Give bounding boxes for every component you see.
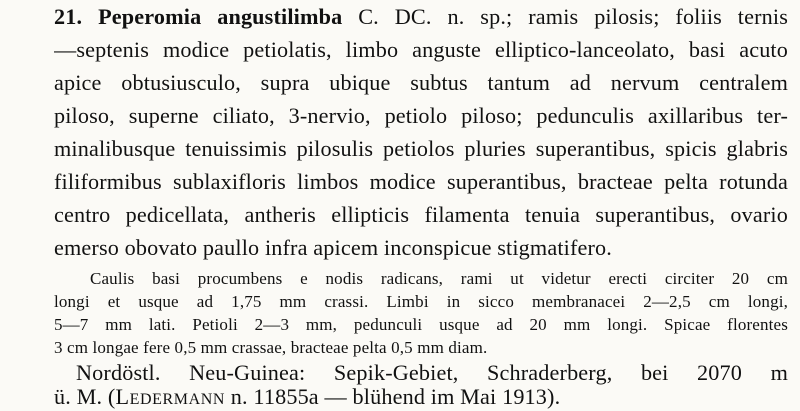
species-heading-line <box>54 4 788 30</box>
diagnosis-line: —septenis modice petiolatis, limbo anguste elliptico-lanceolato, basi acuto <box>54 37 788 62</box>
species-authority: C. DC. n. sp.; <box>358 4 513 29</box>
diagnosis-line: filiformibus sublaxifloris limbos modice superantibus, bracteae pelta rotunda <box>54 169 788 194</box>
description-line: Caulis basi procumbens e nodis radicans, rami ut videtur erecti circiter 20 cm <box>90 269 788 288</box>
diagnosis-line: piloso, superne ciliato, 3-nervio, petiolo piloso; pedunculis axillaribus ter- <box>54 103 788 128</box>
diagnosis-line: apice obtusiusculo, supra ubique subtus tantum ad nervum centralem <box>54 70 788 95</box>
description-line: longi et usque ad 1,75 mm crassi. Limbi in sicco membranacei 2—2,5 cm longi, <box>54 292 788 311</box>
diagnosis-line: centro pedicellata, antheris ellipticis filamenta tenuia superantibus, ovario <box>54 202 788 227</box>
diagnosis-line-start: ramis pilosis; foliis ternis <box>512 4 788 29</box>
diagnosis-line-last: emerso obovato paullo infra apicem inconspicue stigmatifero. <box>54 235 612 260</box>
species-name: Peperomia angustilimba <box>98 4 343 29</box>
description-line: 5—7 mm lati. Petioli 2—3 mm, pedunculi usque ad 20 mm longi. Spicae florentes <box>54 315 788 334</box>
entry-number: 21. <box>54 4 83 29</box>
specimen-prefix: ü. M. ( <box>54 384 116 409</box>
locality-line: Nordöstl. Neu-Guinea: Sepik-Gebiet, Schraderberg, bei 2070 m <box>76 360 788 385</box>
specimen-suffix: n. 11855a — blühend im Mai 1913). <box>225 384 561 409</box>
description-line-last: 3 cm longae fere 0,5 mm crassae, bracteae pelta 0,5 mm diam. <box>54 338 488 357</box>
specimen-citation <box>54 384 788 410</box>
collector-name: Ledermann <box>115 384 226 409</box>
diagnosis-line: minalibusque tenuissimis pilosulis petiolos pluries superantibus, spicis glabris <box>54 136 788 161</box>
